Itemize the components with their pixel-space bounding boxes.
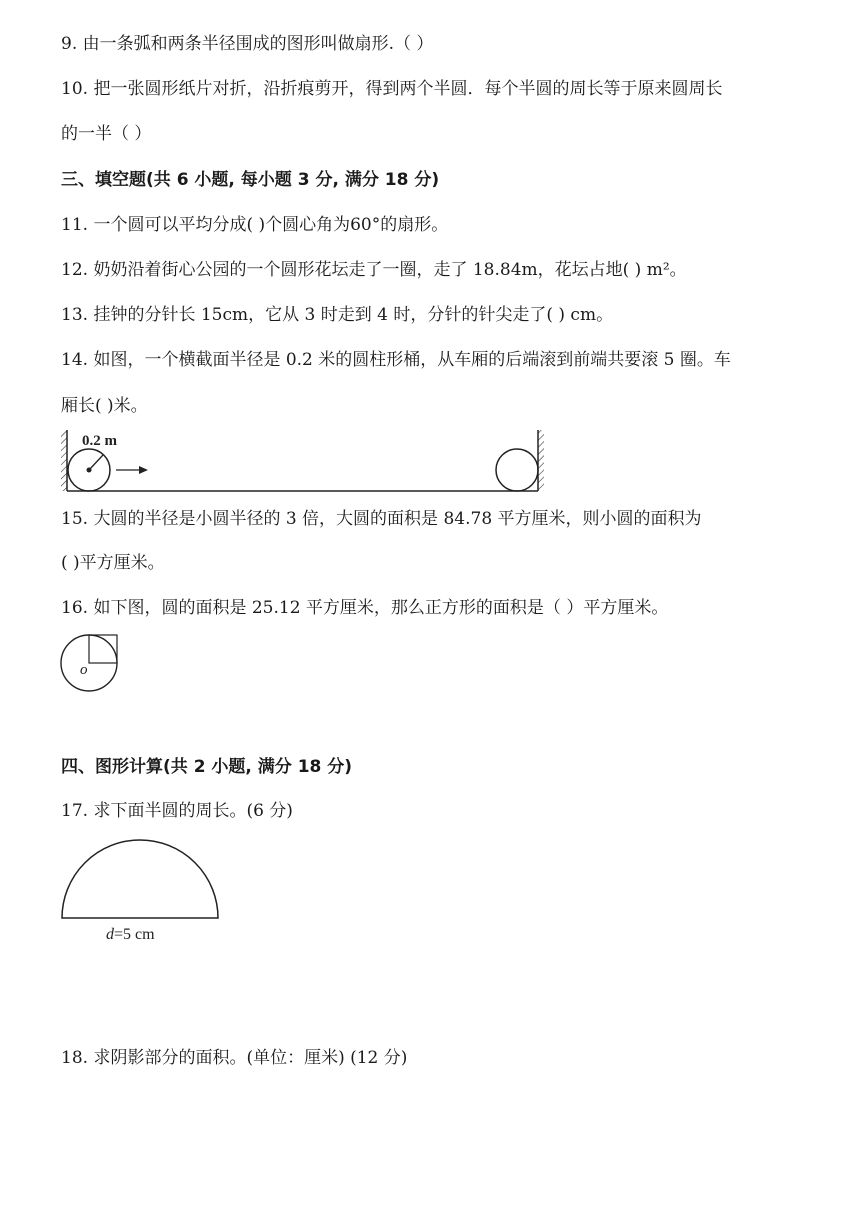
semicircle-shape [62,840,218,918]
left-wall-hatch [61,430,67,491]
motion-arrow-icon [139,466,148,474]
diameter-label: d=5 cm [106,926,155,943]
radius-label: 0.2 m [82,433,117,449]
right-wall-hatch [538,430,544,491]
question-10-line-1: 10. 把一张圆形纸片对折，沿折痕剪开，得到两个半圆．每个半圆的周长等于原来圆周长 [61,79,723,99]
question-12: 12. 奶奶沿着街心公园的一个圆形花坛走了一圈，走了 18.84m，花坛占地( ) m²。 [61,260,687,280]
question-15-line-1: 15. 大圆的半径是小圆半径的 3 倍，大圆的面积是 84.78 平方厘米，则小圆的面积为 [61,509,702,529]
question-9: 9. 由一条弧和两条半径围成的图形叫做扇形.（ ） [61,34,434,54]
section-3-heading: 三、填空题(共 6 小题, 每小题 3 分, 满分 18 分) [61,170,440,190]
question-18: 18. 求阴影部分的面积。(单位：厘米) (12 分) [61,1048,408,1068]
figure-17-semicircle [58,838,223,952]
barrel-end-circle [496,449,538,491]
question-13: 13. 挂钟的分针长 15cm，它从 3 时走到 4 时，分针的针尖走了( ) cm。 [61,305,614,325]
question-11: 11. 一个圆可以平均分成( )个圆心角为60°的扇形。 [61,215,449,235]
question-10-line-2: 的一半（ ） [61,124,152,144]
question-17: 17. 求下面半圆的周长。(6 分) [61,801,293,821]
figure-16-circle-square [58,632,124,698]
section-4-heading: 四、图形计算(共 2 小题, 满分 18 分) [61,757,353,777]
center-label: o [80,662,88,678]
question-14-line-1: 14. 如图，一个横截面半径是 0.2 米的圆柱形桶，从车厢的后端滚到前端共要滚 5 圈。车 [61,350,731,370]
question-15-line-2: ( )平方厘米。 [61,553,165,573]
question-14-line-2: 厢长( )米。 [61,396,148,416]
figure-14-carriage [58,425,553,501]
question-16: 16. 如下图，圆的面积是 25.12 平方厘米，那么正方形的面积是（ ）平方厘米。 [61,598,669,618]
radius-line [89,455,103,470]
